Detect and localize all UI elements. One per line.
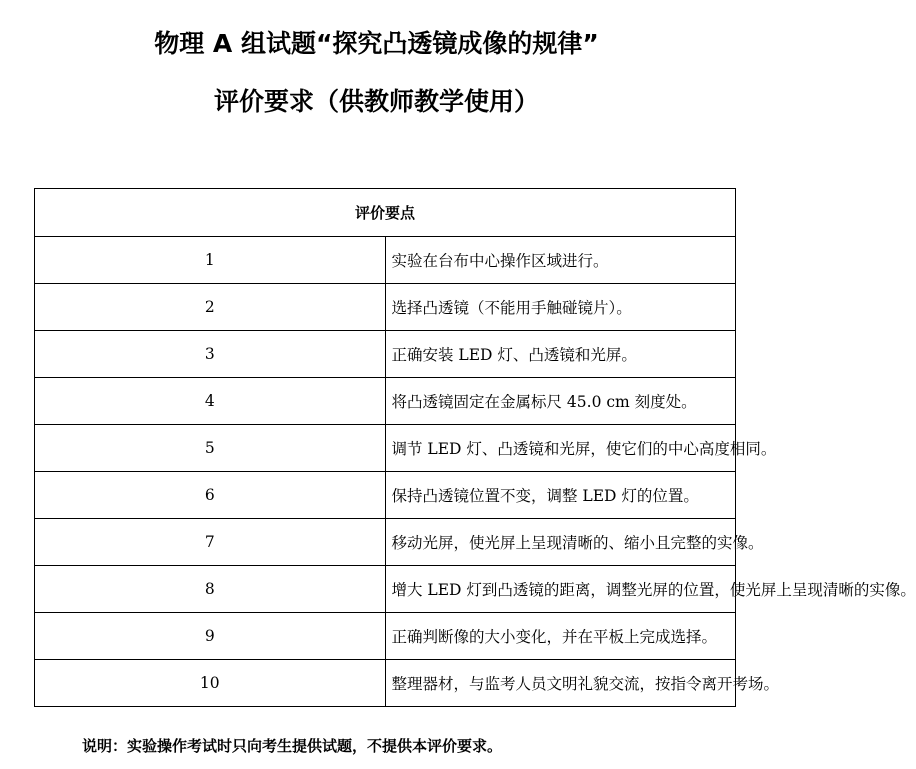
row-text: 保持凸透镜位置不变，调整 LED 灯的位置。 [385, 472, 736, 519]
row-number: 7 [35, 519, 386, 566]
row-number: 10 [35, 660, 386, 707]
table-header-row [35, 189, 736, 237]
row-number: 2 [35, 284, 386, 331]
table-row [35, 566, 736, 613]
row-number: 9 [35, 613, 386, 660]
footnote: 说明：实验操作考试时只向考生提供试题，不提供本评价要求。 [82, 737, 503, 755]
table-row [35, 425, 736, 472]
page-subtitle: 评价要求（供教师教学使用） [213, 87, 539, 116]
table-header: 评价要点 [35, 189, 736, 237]
row-text: 正确判断像的大小变化，并在平板上完成选择。 [385, 613, 736, 660]
table-row [35, 613, 736, 660]
row-text: 选择凸透镜（不能用手触碰镜片）。 [385, 284, 736, 331]
row-text: 调节 LED 灯、凸透镜和光屏，使它们的中心高度相同。 [385, 425, 736, 472]
table-row [35, 519, 736, 566]
evaluation-table [34, 188, 916, 707]
row-number: 1 [35, 237, 386, 284]
row-number: 6 [35, 472, 386, 519]
row-text: 增大 LED 灯到凸透镜的距离，调整光屏的位置，使光屏上呈现清晰的实像。 [385, 566, 736, 613]
table-row [35, 378, 736, 425]
row-number: 8 [35, 566, 386, 613]
table-row [35, 284, 736, 331]
row-number: 5 [35, 425, 386, 472]
page-title: 物理 A 组试题“探究凸透镜成像的规律” [154, 29, 599, 58]
table-row [35, 660, 736, 707]
row-text: 将凸透镜固定在金属标尺 45.0 cm 刻度处。 [385, 378, 736, 425]
table-row [35, 237, 736, 284]
table-row [35, 331, 736, 378]
row-text: 实验在台布中心操作区域进行。 [385, 237, 736, 284]
row-text: 移动光屏，使光屏上呈现清晰的、缩小且完整的实像。 [385, 519, 736, 566]
table-row [35, 472, 736, 519]
row-text: 正确安装 LED 灯、凸透镜和光屏。 [385, 331, 736, 378]
row-number: 4 [35, 378, 386, 425]
row-text: 整理器材，与监考人员文明礼貌交流，按指令离开考场。 [385, 660, 736, 707]
row-number: 3 [35, 331, 386, 378]
